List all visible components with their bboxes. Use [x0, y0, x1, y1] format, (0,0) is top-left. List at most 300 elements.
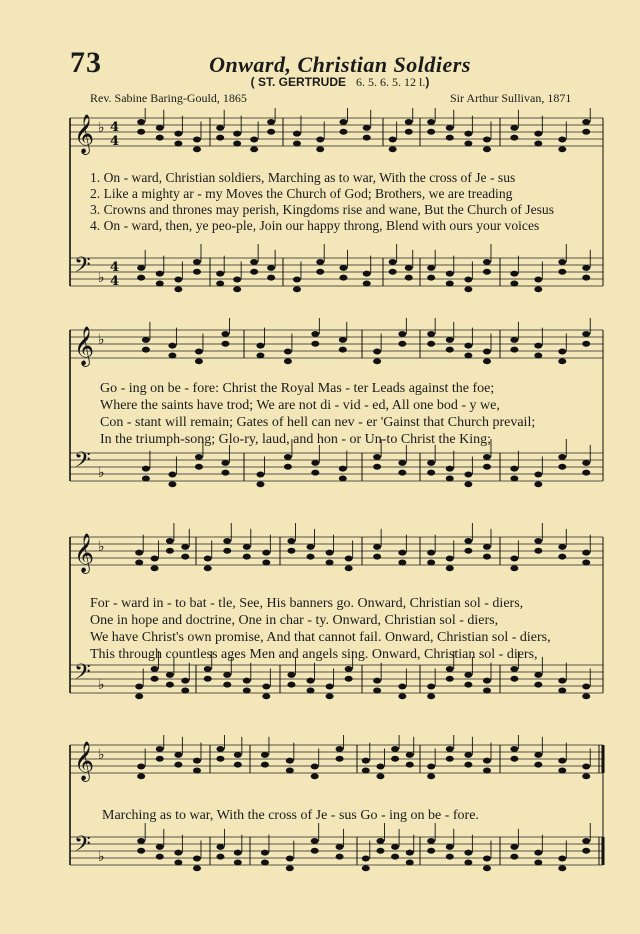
note-head — [311, 341, 319, 347]
note-head — [427, 275, 435, 281]
note-head — [427, 838, 435, 844]
note-head — [464, 343, 472, 349]
note-head — [483, 454, 491, 460]
note-head — [142, 475, 150, 481]
note-head — [483, 137, 491, 143]
note-head — [373, 454, 381, 460]
note-head — [168, 472, 176, 478]
note-head — [376, 764, 384, 770]
note-head — [582, 693, 590, 699]
note-head — [534, 352, 542, 358]
note-head — [223, 548, 231, 554]
note-head — [446, 280, 454, 286]
bass-clef-icon: 𝄢 — [74, 253, 91, 283]
note-head — [446, 125, 454, 131]
note-head — [204, 565, 212, 571]
flat-sign-icon: ♭ — [98, 539, 105, 555]
note-head — [137, 265, 145, 271]
note-head — [376, 838, 384, 844]
note-head — [311, 848, 319, 854]
note-head — [483, 865, 491, 871]
note-head — [510, 844, 518, 850]
note-head — [339, 119, 347, 125]
note-head — [316, 146, 324, 152]
note-head — [464, 672, 472, 678]
note-head — [398, 341, 406, 347]
lyric-line: Con - stant will remain; Gates of hell can nev - er 'Gainst that Church prevail; — [100, 415, 536, 430]
note-head — [391, 746, 399, 752]
note-head — [446, 854, 454, 860]
note-head — [483, 464, 491, 470]
note-head — [464, 682, 472, 688]
note-head — [582, 119, 590, 125]
note-head — [483, 554, 491, 560]
note-head — [286, 767, 294, 773]
time-signature: 4 — [110, 134, 120, 149]
note-head — [558, 856, 566, 862]
time-signature: 4 — [110, 120, 120, 135]
note-head — [223, 672, 231, 678]
note-head — [427, 470, 435, 476]
tune-meter: 6. 5. 6. 5. 12 l. — [356, 75, 426, 89]
note-head — [510, 135, 518, 141]
note-head — [262, 693, 270, 699]
note-head — [558, 758, 566, 764]
note-head — [389, 146, 397, 152]
note-head — [558, 269, 566, 275]
note-head — [405, 119, 413, 125]
note-head — [427, 341, 435, 347]
note-head — [558, 865, 566, 871]
note-head — [446, 565, 454, 571]
note-head — [534, 140, 542, 146]
note-head — [311, 331, 319, 337]
note-head — [446, 347, 454, 353]
note-head — [582, 470, 590, 476]
note-head — [307, 678, 315, 684]
note-head — [510, 337, 518, 343]
note-head — [398, 470, 406, 476]
note-head — [166, 548, 174, 554]
note-head — [156, 271, 164, 277]
note-head — [483, 544, 491, 550]
note-head — [284, 349, 292, 355]
note-head — [464, 762, 472, 768]
note-head — [287, 538, 295, 544]
note-head — [326, 550, 334, 556]
note-head — [510, 347, 518, 353]
note-head — [216, 756, 224, 762]
note-head — [510, 676, 518, 682]
note-head — [151, 666, 159, 672]
note-head — [293, 140, 301, 146]
note-head — [151, 565, 159, 571]
note-head — [195, 454, 203, 460]
note-head — [389, 259, 397, 265]
note-head — [427, 764, 435, 770]
note-head — [582, 838, 590, 844]
note-head — [195, 464, 203, 470]
note-head — [234, 850, 242, 856]
note-head — [534, 548, 542, 554]
note-head — [345, 565, 353, 571]
note-head — [406, 859, 414, 865]
note-head — [137, 848, 145, 854]
note-head — [483, 767, 491, 773]
lyric-line: One in hope and doctrine, One in char - ty. Onward, Christian sol - diers, — [90, 613, 499, 628]
note-head — [256, 472, 264, 478]
note-head — [286, 865, 294, 871]
note-head — [193, 146, 201, 152]
note-head — [234, 762, 242, 768]
note-head — [193, 269, 201, 275]
note-head — [223, 682, 231, 688]
note-head — [464, 548, 472, 554]
note-head — [216, 271, 224, 277]
note-head — [326, 559, 334, 565]
note-head — [233, 277, 241, 283]
note-head — [483, 269, 491, 275]
note-head — [391, 844, 399, 850]
note-head — [534, 538, 542, 544]
flat-sign-icon: ♭ — [98, 270, 105, 286]
note-head — [174, 140, 182, 146]
note-head — [427, 550, 435, 556]
note-head — [373, 358, 381, 364]
treble-clef-icon: 𝄞 — [74, 326, 95, 366]
note-head — [510, 125, 518, 131]
note-head — [389, 269, 397, 275]
note-head — [534, 752, 542, 758]
note-head — [446, 475, 454, 481]
note-head — [510, 666, 518, 672]
note-head — [363, 135, 371, 141]
treble-clef-icon: 𝄞 — [74, 741, 95, 781]
note-head — [250, 269, 258, 275]
lyric-line: Where the saints have trod; We are not di - vid - ed, All one bod - y we, — [100, 398, 500, 413]
note-head — [510, 475, 518, 481]
note-head — [446, 466, 454, 472]
note-head — [345, 666, 353, 672]
note-head — [311, 470, 319, 476]
note-head — [363, 271, 371, 277]
note-head — [168, 352, 176, 358]
note-head — [174, 277, 182, 283]
flat-sign-icon: ♭ — [98, 332, 105, 348]
note-head — [582, 559, 590, 565]
note-head — [204, 676, 212, 682]
time-signature: 4 — [110, 274, 120, 289]
bass-clef-icon: 𝄢 — [74, 660, 91, 690]
note-head — [307, 554, 315, 560]
note-head — [311, 773, 319, 779]
lyric-line: Go - ing on be - fore: Christ the Royal Mas - ter Leads against the foe; — [100, 381, 495, 396]
bass-clef-icon: 𝄢 — [74, 832, 91, 862]
note-head — [243, 687, 251, 693]
note-head — [534, 859, 542, 865]
note-head — [405, 275, 413, 281]
note-head — [558, 554, 566, 560]
note-head — [174, 762, 182, 768]
note-head — [142, 466, 150, 472]
note-head — [142, 347, 150, 353]
note-head — [221, 460, 229, 466]
note-head — [534, 682, 542, 688]
note-head — [446, 756, 454, 762]
note-head — [156, 746, 164, 752]
flat-sign-icon: ♭ — [98, 677, 105, 693]
lyric-line: 4. On - ward, then, ye peo-ple, Join our happy throng, Blend with ours your voices — [90, 218, 540, 233]
note-head — [307, 687, 315, 693]
note-head — [287, 672, 295, 678]
note-head — [558, 464, 566, 470]
note-head — [391, 854, 399, 860]
note-head — [204, 556, 212, 562]
lyricist-credit: Rev. Sabine Baring-Gould, 1865 — [90, 91, 247, 105]
note-head — [168, 481, 176, 487]
treble-clef-icon: 𝄞 — [74, 114, 95, 154]
note-head — [582, 773, 590, 779]
note-head — [558, 687, 566, 693]
note-head — [427, 119, 435, 125]
note-head — [311, 460, 319, 466]
note-head — [284, 358, 292, 364]
note-head — [558, 767, 566, 773]
lyric-line: For - ward in - to bat - tle, See, His banners go. Onward, Christian sol - diers, — [90, 596, 524, 611]
note-head — [223, 538, 231, 544]
note-head — [256, 352, 264, 358]
note-head — [156, 844, 164, 850]
hymn-number: 73 — [70, 46, 102, 79]
note-head — [311, 764, 319, 770]
note-head — [181, 554, 189, 560]
note-head — [243, 544, 251, 550]
note-head — [293, 131, 301, 137]
note-head — [234, 859, 242, 865]
note-head — [233, 131, 241, 137]
note-head — [336, 854, 344, 860]
music-system-3 — [0, 520, 640, 720]
note-head — [446, 844, 454, 850]
note-head — [250, 259, 258, 265]
note-head — [137, 838, 145, 844]
flat-sign-icon: ♭ — [98, 747, 105, 763]
note-head — [135, 684, 143, 690]
note-head — [286, 856, 294, 862]
note-head — [483, 678, 491, 684]
note-head — [174, 286, 182, 292]
note-head — [464, 131, 472, 137]
note-head — [216, 844, 224, 850]
note-head — [483, 758, 491, 764]
note-head — [534, 286, 542, 292]
note-head — [376, 773, 384, 779]
lyric-line: 1. On - ward, Christian soldiers, Marching as to war, With the cross of Je - sus — [90, 170, 516, 185]
note-head — [243, 678, 251, 684]
note-head — [510, 756, 518, 762]
note-head — [174, 859, 182, 865]
music-system-4 — [0, 735, 640, 905]
note-head — [398, 331, 406, 337]
note-head — [558, 678, 566, 684]
note-head — [261, 762, 269, 768]
note-head — [293, 277, 301, 283]
note-head — [464, 752, 472, 758]
note-head — [267, 265, 275, 271]
note-head — [582, 684, 590, 690]
note-head — [362, 767, 370, 773]
note-head — [446, 135, 454, 141]
note-head — [339, 275, 347, 281]
note-head — [373, 544, 381, 550]
note-head — [363, 280, 371, 286]
note-head — [398, 550, 406, 556]
note-head — [464, 850, 472, 856]
lyric-line: This through countless ages Men and angels sing. Onward, Christian sol - diers, — [90, 647, 538, 662]
bass-clef-icon: 𝄢 — [74, 448, 91, 478]
note-head — [326, 693, 334, 699]
note-head — [135, 693, 143, 699]
music-system-2 — [0, 318, 640, 508]
note-head — [398, 460, 406, 466]
note-head — [464, 286, 472, 292]
note-head — [135, 559, 143, 565]
note-head — [234, 752, 242, 758]
note-head — [427, 265, 435, 271]
note-head — [316, 259, 324, 265]
note-head — [534, 481, 542, 487]
note-head — [287, 548, 295, 554]
note-head — [250, 137, 258, 143]
note-head — [582, 764, 590, 770]
note-head — [174, 131, 182, 137]
note-head — [427, 559, 435, 565]
composer-credit: Sir Arthur Sullivan, 1871 — [450, 91, 572, 105]
note-head — [216, 125, 224, 131]
note-head — [261, 752, 269, 758]
note-head — [256, 343, 264, 349]
note-head — [534, 277, 542, 283]
note-head — [267, 119, 275, 125]
note-head — [376, 848, 384, 854]
note-head — [287, 682, 295, 688]
note-head — [156, 280, 164, 286]
note-head — [233, 286, 241, 292]
note-head — [582, 265, 590, 271]
note-head — [464, 140, 472, 146]
note-head — [336, 844, 344, 850]
note-head — [174, 752, 182, 758]
note-head — [316, 269, 324, 275]
note-head — [558, 454, 566, 460]
note-head — [464, 481, 472, 487]
note-head — [373, 678, 381, 684]
note-head — [534, 472, 542, 478]
note-head — [464, 859, 472, 865]
note-head — [137, 275, 145, 281]
note-head — [406, 762, 414, 768]
note-head — [193, 137, 201, 143]
note-head — [311, 838, 319, 844]
note-head — [391, 756, 399, 762]
note-head — [510, 854, 518, 860]
note-head — [558, 349, 566, 355]
note-head — [168, 343, 176, 349]
note-head — [558, 358, 566, 364]
note-head — [339, 347, 347, 353]
note-head — [446, 746, 454, 752]
note-head — [193, 856, 201, 862]
note-head — [534, 672, 542, 678]
note-head — [427, 848, 435, 854]
note-head — [534, 343, 542, 349]
note-head — [307, 544, 315, 550]
note-head — [558, 544, 566, 550]
note-head — [216, 746, 224, 752]
note-head — [261, 850, 269, 856]
note-head — [137, 129, 145, 135]
note-head — [193, 865, 201, 871]
note-head — [267, 129, 275, 135]
note-head — [427, 773, 435, 779]
note-head — [345, 676, 353, 682]
note-head — [373, 464, 381, 470]
note-head — [464, 472, 472, 478]
note-head — [336, 746, 344, 752]
note-head — [156, 135, 164, 141]
note-head — [483, 856, 491, 862]
note-head — [464, 277, 472, 283]
note-head — [181, 687, 189, 693]
note-head — [326, 684, 334, 690]
note-head — [204, 666, 212, 672]
note-head — [582, 848, 590, 854]
note-head — [339, 129, 347, 135]
note-head — [446, 337, 454, 343]
note-head — [193, 259, 201, 265]
note-head — [582, 341, 590, 347]
note-head — [406, 850, 414, 856]
note-head — [195, 349, 203, 355]
note-head — [427, 129, 435, 135]
note-head — [373, 687, 381, 693]
note-head — [166, 672, 174, 678]
note-head — [389, 137, 397, 143]
lyric-line: 3. Crowns and thrones may perish, Kingdoms rise and wane, But the Church of Jesus — [90, 202, 555, 217]
music-system-1 — [0, 108, 640, 298]
note-head — [362, 865, 370, 871]
note-head — [446, 666, 454, 672]
time-signature: 4 — [110, 260, 120, 275]
lyric-line: 2. Like a mighty ar - my Moves the Church of God; Brothers, we are treading — [90, 186, 513, 201]
lyric-line: Marching as to war, With the cross of Je - sus Go - ing on be - fore. — [102, 808, 479, 823]
note-head — [137, 119, 145, 125]
note-head — [284, 454, 292, 460]
note-head — [534, 131, 542, 137]
note-head — [286, 758, 294, 764]
note-head — [181, 544, 189, 550]
note-head — [398, 559, 406, 565]
note-head — [193, 767, 201, 773]
note-head — [398, 684, 406, 690]
note-head — [156, 756, 164, 762]
note-head — [405, 265, 413, 271]
note-head — [483, 146, 491, 152]
note-head — [405, 129, 413, 135]
note-head — [446, 271, 454, 277]
note-head — [582, 129, 590, 135]
note-head — [427, 460, 435, 466]
